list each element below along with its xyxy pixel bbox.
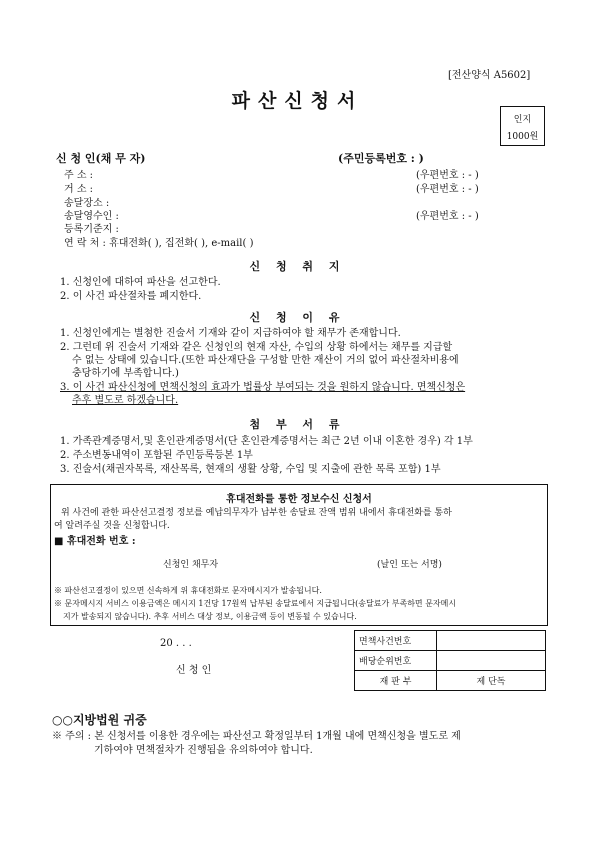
distribution-number-value[interactable] [437, 651, 546, 671]
service-address-field: 송달장소 : [64, 198, 110, 209]
sms-note: ※ 파산선고결정이 있으면 신속하게 위 휴대전화로 문자메시지가 발송됩니다. [54, 586, 322, 595]
address-field: 주 소 : [64, 170, 94, 181]
bankruptcy-case-number-value[interactable] [437, 631, 546, 651]
form-id: [전산양식 A5602] [448, 70, 531, 81]
reason-item-2: 2. 그런데 위 진술서 기재와 같은 신청인의 현재 자산, 수입의 상황 하에서는 채무를 지급할 [60, 342, 453, 353]
purpose-item: 2. 이 사건 파산절차를 폐지한다. [60, 291, 202, 302]
date-field[interactable]: 20 . . . [160, 638, 192, 649]
court-name: ○○지방법원 귀중 [52, 713, 147, 727]
signer-label: 신 청 인 [176, 665, 212, 676]
court-division-label: 재 판 부 [355, 671, 437, 691]
stamp-amount: 1000원 [506, 132, 539, 142]
postal-code-2: (우편번호 : - ) [416, 184, 479, 195]
office-use-table [354, 630, 546, 691]
attachment-item: 2. 주소변동내역이 포함된 주민등록등본 1부 [60, 450, 253, 461]
phone-number-field[interactable]: ■ 휴대전화 번호 : [54, 536, 136, 547]
reason-item-2-cont: 수 없는 상태에 있습니다.(또한 파산재단을 구성할 만한 재산이 거의 없어 파산절차비용에 [72, 355, 459, 366]
contact-field: 연 락 처 : 휴대전화( ), 집전화( ), e-mail( ) [64, 238, 254, 249]
caution-note: ※ 주의 : 본 신청서를 이용한 경우에는 파산선고 확정일부터 1개월 내에 면책신청을 별도로 제 [52, 731, 461, 742]
attachment-item: 1. 가족관계증명서,및 혼인관계증명서(단 혼인관계증명서는 최근 2년 이내 이혼한 경우) 각 1부 [60, 436, 473, 447]
postal-code-1: (우편번호 : - ) [416, 170, 479, 181]
table-row [355, 671, 546, 691]
bankruptcy-case-number-label: 면책사건번호 [355, 631, 437, 651]
reason-item-2-cont: 충당하기에 부족합니다.) [72, 368, 179, 379]
sms-body: 위 사건에 관한 파산선고결정 정보를 예납의무자가 납부한 송달료 잔액 범위 내에서 휴대전화를 통하 [61, 508, 452, 518]
table-row [355, 651, 546, 671]
purpose-heading: 신 청 취 지 [249, 260, 346, 273]
recipient-field: 송달영수인 : [64, 211, 119, 222]
sms-request-box [50, 484, 548, 626]
page-title: 파산신청서 [231, 90, 364, 112]
purpose-item: 1. 신청인에 대하여 파산을 선고한다. [60, 277, 221, 288]
reasons-heading: 신 청 이 유 [249, 311, 346, 324]
reason-item-3: 3. 이 사건 파산신청에 면책신청의 효과가 법률상 부여되는 것을 원하지 않습니다. 면책신청은 [60, 382, 466, 393]
attachments-heading: 첨 부 서 류 [249, 418, 346, 431]
reason-item-1: 1. 신청인에게는 별첨한 진술서 기재와 같이 지급하여야 할 채무가 존재합니다. [60, 328, 401, 339]
postal-code-3: (우편번호 : - ) [416, 211, 479, 222]
caution-note-cont: 기하여야 면책절차가 진행됨을 유의하여야 합니다. [94, 745, 313, 756]
residence-field: 거 소 : [64, 184, 94, 195]
sms-note-cont: 지가 발송되지 않습니다). 추후 서비스 대상 정보, 이용금액 등이 변동될 수 있습니다. [63, 612, 357, 621]
applicant-label: 신 청 인(채 무 자) [56, 152, 146, 165]
sms-signer: 신청인 채무자 [163, 560, 219, 570]
sms-note: ※ 문자메시지 서비스 이용금액은 메시지 1건당 17원씩 납부된 송달료에서 지급됩니다(송달료가 부족하면 문자메시 [54, 599, 457, 608]
sms-body-cont: 여 알려주실 것을 신청합니다. [54, 521, 170, 531]
sms-heading: 휴대전화를 통한 정보수신 신청서 [226, 494, 372, 505]
stamp-box [500, 106, 545, 146]
rrn-field: (주민등록번호 : ) [338, 152, 424, 165]
table-row [355, 631, 546, 651]
distribution-number-label: 배당순위번호 [355, 651, 437, 671]
stamp-label: 인지 [513, 115, 532, 125]
seal-or-signature[interactable]: (날인 또는 서명) [377, 560, 442, 570]
reason-item-3-cont: 추후 별도로 하겠습니다. [72, 395, 179, 406]
court-division-value: 제 단독 [437, 671, 546, 691]
registered-domicile-field: 등록기준지 : [64, 224, 119, 235]
attachment-item: 3. 진술서(채권자목록, 재산목록, 현재의 생활 상황, 수입 및 지출에 관한 목록 포함) 1부 [60, 464, 441, 475]
